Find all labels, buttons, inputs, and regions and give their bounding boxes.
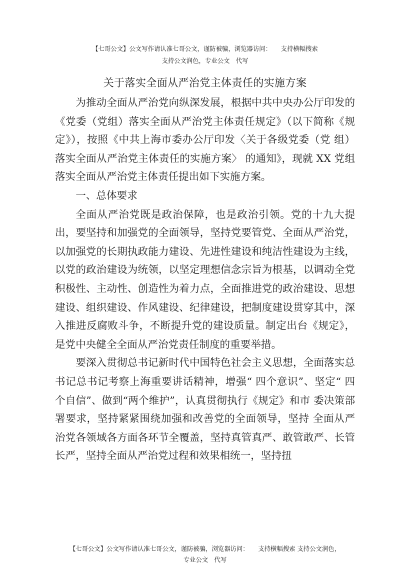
watermark-header-banner xyxy=(0,44,410,68)
document-body xyxy=(55,94,355,466)
header-banner-line-2: 支持公文润色，专业公文 代写 xyxy=(161,58,249,65)
section-heading-general-requirements: 一、总体要求 xyxy=(75,189,138,202)
paragraph-implementation: 要深入贯彻总书记新时代中国特色社会主义思想，全面落实总书记总书记考察上海重要讲话精神，增强“ 四个意识”、坚定“ 四个自信”、做到“两个维护”，认真贯彻执行《规定》和市 委决策部署要求，坚持紧紧围绕加强和改善党的全面领导，坚持 全面从严治党各领域各方面各环节全覆盖，坚持真管真严、敢管敢严、长管长严，坚持全面从严治党过程和效果相统一，坚持扭 xyxy=(55,357,355,463)
document-title: 关于落实全面从严治党主体责任的实施方案 xyxy=(103,77,307,89)
footer-banner-line-2: 专业公文 代写 xyxy=(183,557,227,564)
footer-banner-line-1: 【七哥公文】公文写作请认准七哥公文，谨防被骗，浏览器访问： 支持横幅搜索 支持公文润色， xyxy=(69,546,341,553)
paragraph-intro: 为推动全面从严治党向纵深发展，根据中共中央办公厅印发的《党委（党组）落实全面从严治党主体责任规定》（以下简称《规定》），按照《中共上海市委办公厅印发〈关于各级党委（党 组）落实全面从严治党主体责任的实施方案〉 的通知》，现就 XX 党组落实全面从严治党主体责任提出如下实施方案。 xyxy=(55,97,355,184)
watermark-footer-banner xyxy=(0,544,410,566)
paragraph-general-requirements: 全面从严治党既是政治保障，也是政治引领。党的十九大提出，要坚持和加强党的全面领导，坚持党要管党、全面从严治党，以加强党的长期执政能力建设、先进性建设和纯洁性建设为主线，以党的政治建设为统领，以坚定理想信念宗旨为根基，以调动全党积极性、主动性、创造性为着力点，全面推进党的政治建设、思想建设、组织建设、作风建设、纪律建设，把制度建设贯穿其中，深入推进反腐败斗争，不断提升党的建设质量。制定出台《规定》，是党中央健全全面从严治党责任制度的重要举措。 xyxy=(55,208,355,351)
header-banner-line-1: 【七哥公文】公文写作请认准七哥公文，谨防被骗，浏览器访问： 支持横幅搜索 xyxy=(92,46,318,53)
